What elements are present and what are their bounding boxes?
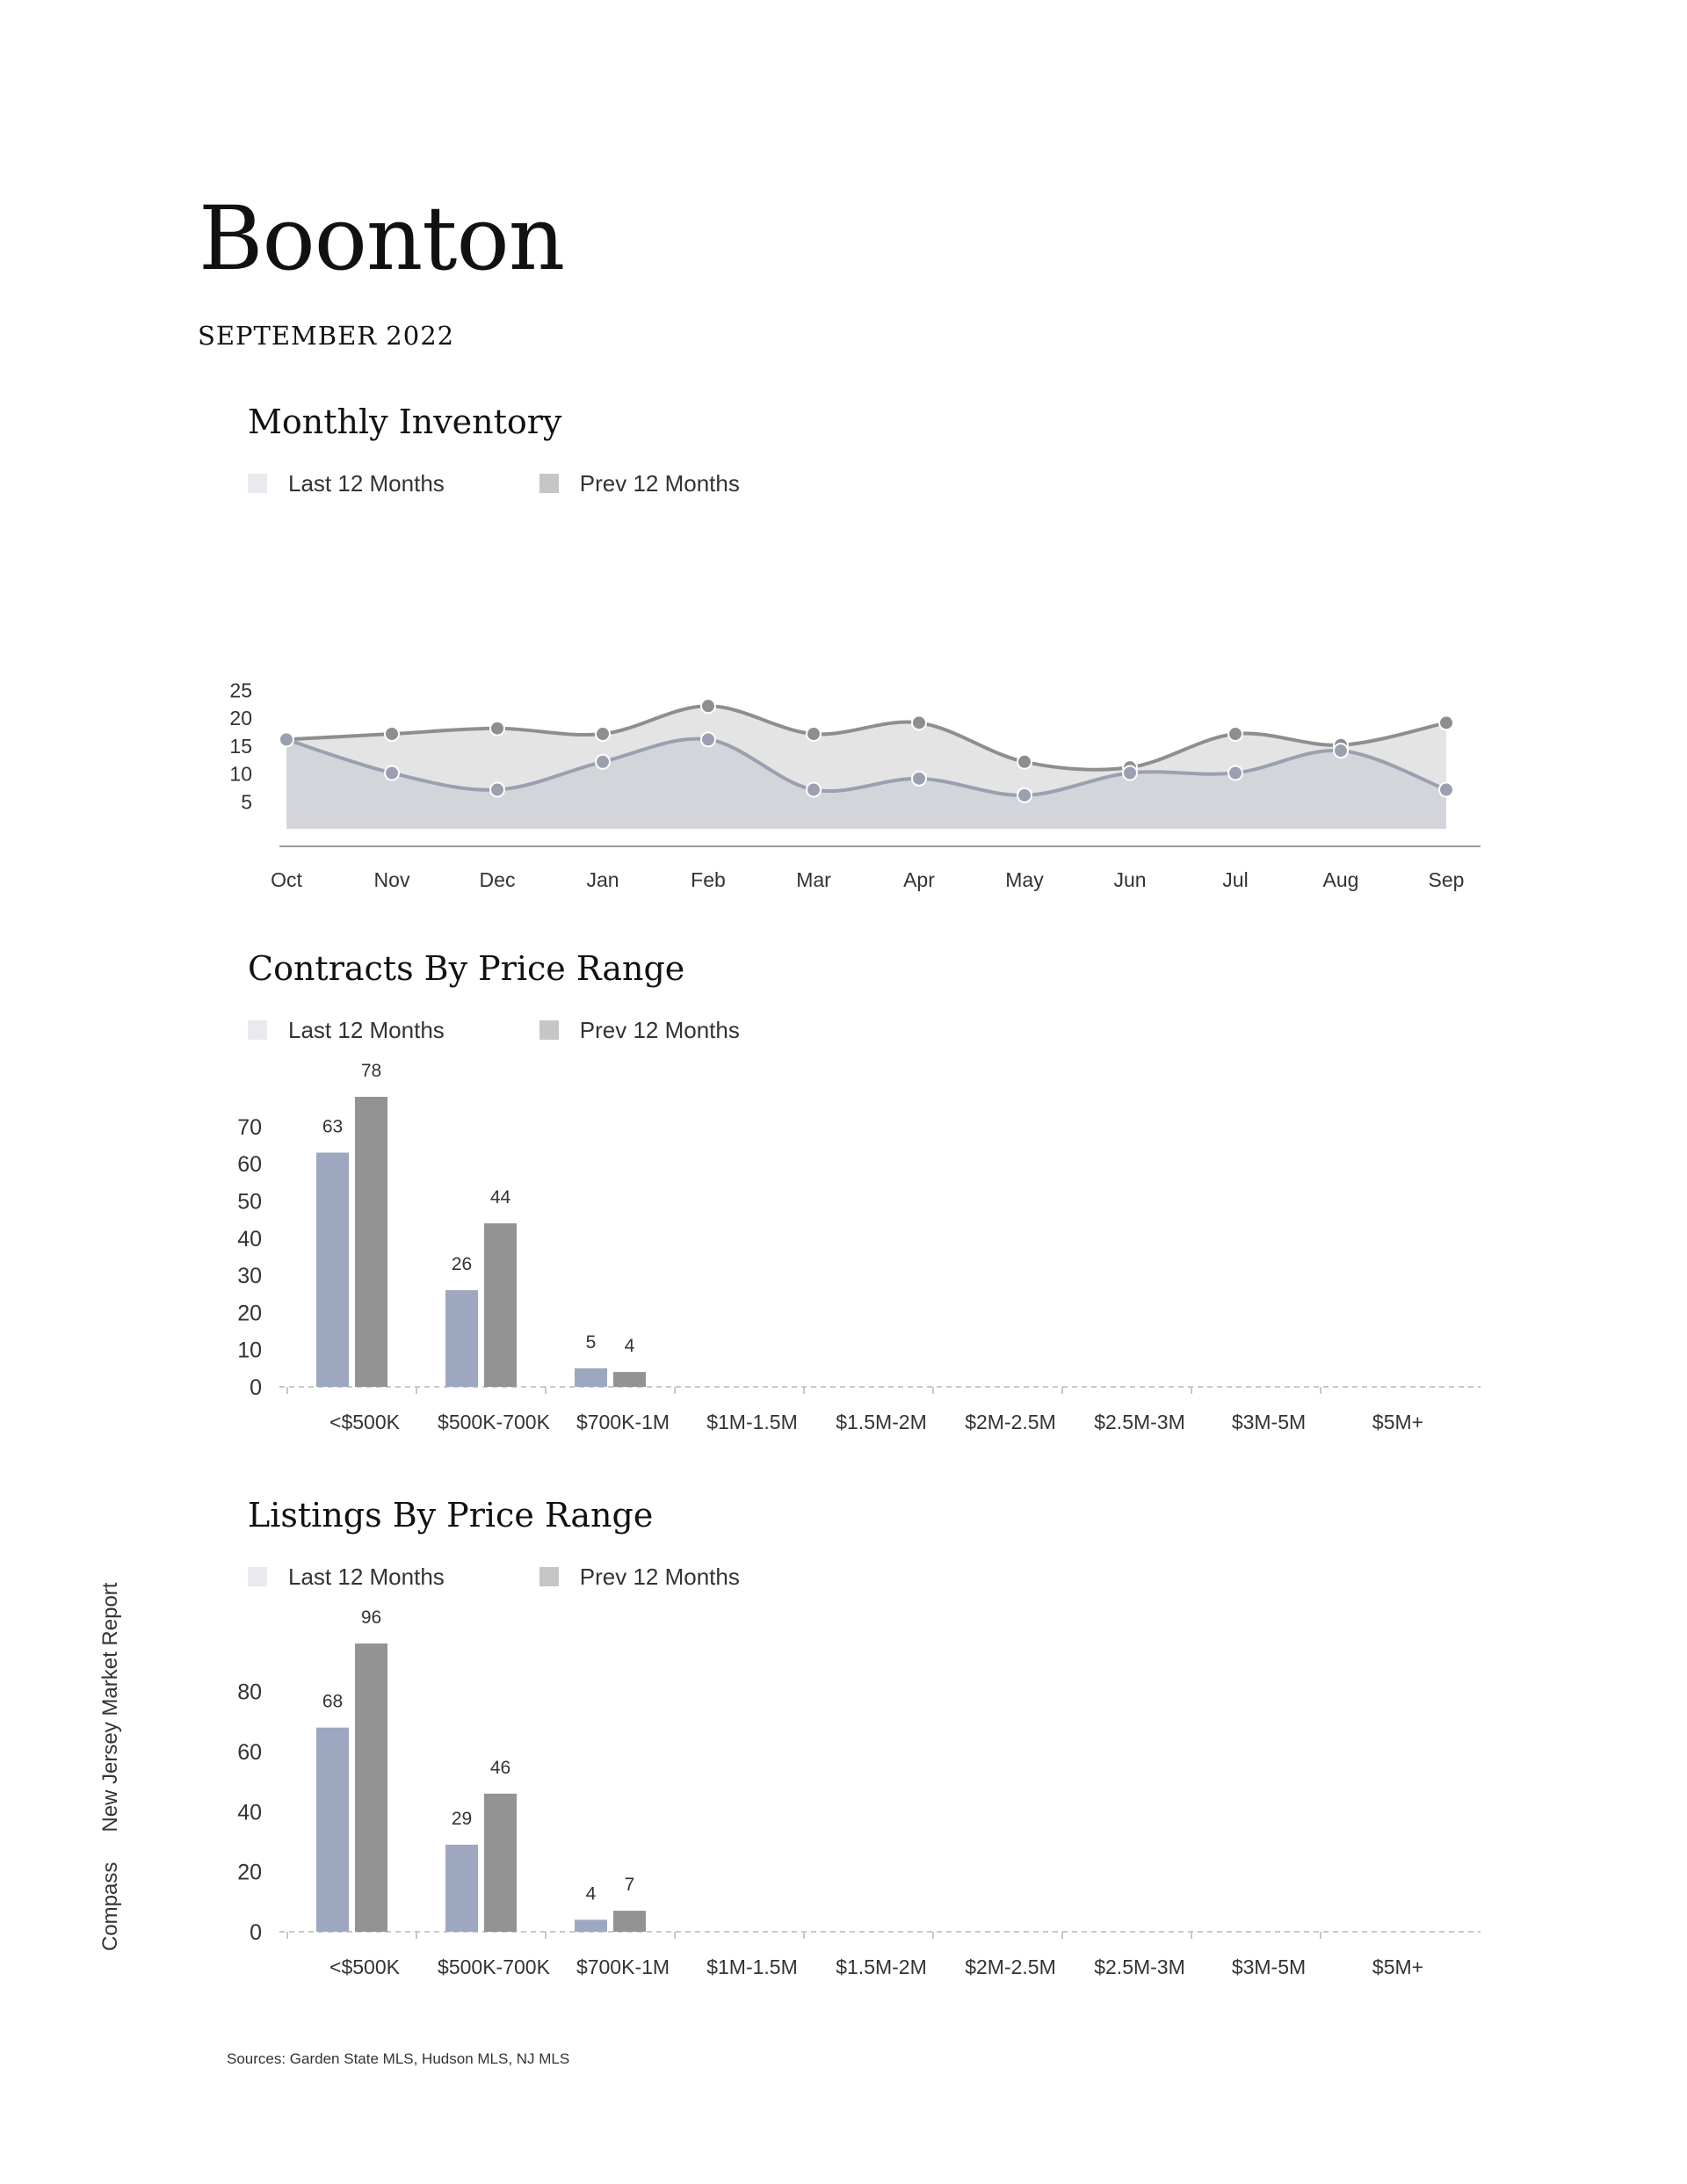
y-tick-label: 40 <box>237 1226 262 1252</box>
contracts-bar-chart <box>0 1055 1687 1450</box>
prev-12-months-point <box>1017 755 1032 769</box>
report-name: New Jersey Market Report <box>98 1582 122 1832</box>
x-tick-label: $3M-5M <box>1231 1955 1307 1978</box>
last-12-months-point <box>701 732 715 746</box>
bar-prev-12-months <box>355 1643 387 1932</box>
last-12-months-point <box>1017 788 1032 802</box>
contracts-legend <box>248 1016 740 1044</box>
legend-swatch-prev <box>539 1020 559 1040</box>
legend-prev-12-months <box>539 470 740 497</box>
x-tick-label: Apr <box>903 868 935 891</box>
bar-last-12-months <box>575 1919 607 1932</box>
bar-prev-12-months <box>613 1911 646 1932</box>
listings-chart-title: Listings By Price Range <box>248 1496 654 1535</box>
legend-label-last: Last 12 Months <box>288 1563 445 1590</box>
legend-last-12-months <box>248 1564 445 1591</box>
x-tick-label: Jun <box>1113 868 1147 891</box>
bar-value-label-last: 26 <box>451 1254 473 1274</box>
x-tick-label: <$500K <box>329 1411 400 1433</box>
legend-last-12-months <box>248 470 445 497</box>
y-tick-label: 40 <box>237 1800 262 1825</box>
y-tick-label: 20 <box>229 707 252 729</box>
legend-swatch-prev <box>539 1567 559 1586</box>
bar-last-12-months <box>445 1290 478 1387</box>
x-tick-label: Nov <box>373 868 410 891</box>
x-tick-label: $2M-2.5M <box>965 1411 1056 1433</box>
legend-label-prev: Prev 12 Months <box>579 1563 740 1590</box>
y-tick-label: 80 <box>237 1680 262 1705</box>
bar-value-label-prev: 4 <box>624 1336 635 1357</box>
prev-12-months-point <box>912 715 926 729</box>
x-tick-label: $500K-700K <box>438 1411 550 1433</box>
y-tick-label: 70 <box>237 1114 262 1140</box>
x-tick-label: May <box>1005 868 1044 891</box>
report-date: SEPTEMBER 2022 <box>198 321 455 351</box>
x-tick-label: <$500K <box>329 1955 400 1978</box>
y-tick-label: 20 <box>237 1860 262 1885</box>
y-tick-label: 60 <box>237 1740 262 1765</box>
bar-value-label-last: 4 <box>585 1883 597 1905</box>
legend-swatch-last <box>248 1020 267 1040</box>
prev-12-months-point <box>385 727 399 741</box>
x-tick-label: $5M+ <box>1372 1955 1424 1978</box>
inventory-legend <box>248 469 740 497</box>
x-tick-label: $3M-5M <box>1231 1411 1307 1433</box>
x-tick-label: Oct <box>271 868 302 891</box>
listings-bar-chart <box>0 1600 1687 1995</box>
bar-prev-12-months <box>484 1794 517 1932</box>
bar-prev-12-months <box>613 1372 646 1387</box>
y-tick-label: 50 <box>237 1189 262 1215</box>
page-title: Boonton <box>199 187 565 290</box>
x-tick-label: $1M-1.5M <box>706 1955 798 1978</box>
prev-12-months-point <box>490 722 504 736</box>
bar-value-label-last: 63 <box>322 1116 344 1137</box>
side-label-text <box>98 1583 123 1951</box>
y-tick-label: 5 <box>241 790 252 814</box>
legend-label-last: Last 12 Months <box>288 1016 445 1043</box>
y-tick-label: 30 <box>237 1264 262 1289</box>
y-tick-label: 20 <box>237 1301 262 1326</box>
x-tick-label: $2M-2.5M <box>965 1955 1056 1978</box>
last-12-months-point <box>596 755 610 769</box>
legend-swatch-prev <box>539 474 559 493</box>
bar-last-12-months <box>575 1368 607 1387</box>
y-tick-label: 60 <box>237 1152 262 1178</box>
legend-label-last: Last 12 Months <box>288 469 445 497</box>
y-tick-label: 10 <box>229 762 252 786</box>
x-tick-label: $1M-1.5M <box>706 1411 798 1433</box>
bar-value-label-last: 29 <box>451 1808 473 1829</box>
prev-12-months-point <box>596 727 610 741</box>
y-tick-label: 10 <box>237 1338 262 1363</box>
x-tick-label: $1.5M-2M <box>836 1411 927 1433</box>
bar-last-12-months <box>316 1728 349 1932</box>
last-12-months-point <box>1228 766 1242 780</box>
prev-12-months-point <box>1228 727 1242 741</box>
contracts-chart-title: Contracts By Price Range <box>248 949 685 988</box>
x-tick-label: Jul <box>1222 868 1249 891</box>
legend-prev-12-months <box>539 1017 740 1044</box>
last-12-months-point <box>1439 783 1453 797</box>
prev-12-months-point <box>701 699 715 713</box>
listings-legend <box>248 1563 740 1591</box>
legend-prev-12-months <box>539 1564 740 1591</box>
y-tick-label: 0 <box>250 1920 262 1945</box>
bar-value-label-prev: 78 <box>360 1061 382 1081</box>
last-12-months-point <box>807 783 821 797</box>
bar-last-12-months <box>316 1152 349 1387</box>
last-12-months-point <box>385 766 399 780</box>
bar-value-label-prev: 96 <box>360 1607 382 1628</box>
legend-swatch-last <box>248 1567 267 1586</box>
legend-last-12-months <box>248 1017 445 1044</box>
x-tick-label: $700K-1M <box>576 1411 670 1433</box>
legend-swatch-last <box>248 474 267 493</box>
brand-name: Compass <box>98 1861 122 1951</box>
x-tick-label: Aug <box>1322 868 1359 891</box>
inventory-area-chart <box>0 545 1687 896</box>
bar-value-label-prev: 7 <box>624 1875 635 1896</box>
last-12-months-point <box>490 783 504 797</box>
y-tick-label: 15 <box>229 734 252 758</box>
last-12-months-point <box>1334 744 1348 758</box>
x-tick-label: $2.5M-3M <box>1094 1955 1185 1978</box>
legend-label-prev: Prev 12 Months <box>579 469 740 497</box>
x-tick-label: $500K-700K <box>438 1955 550 1978</box>
y-tick-label: 0 <box>250 1375 262 1400</box>
bar-prev-12-months <box>484 1223 517 1387</box>
x-tick-label: Feb <box>691 868 726 891</box>
x-tick-label: $2.5M-3M <box>1094 1411 1185 1433</box>
x-tick-label: Dec <box>479 868 516 891</box>
bar-last-12-months <box>445 1845 478 1932</box>
last-12-months-point <box>1123 766 1137 780</box>
x-tick-label: Sep <box>1428 868 1465 891</box>
sources-note: Sources: Garden State MLS, Hudson MLS, NJ MLS <box>227 2050 570 2067</box>
y-tick-label: 25 <box>229 678 252 702</box>
bar-value-label-prev: 46 <box>489 1757 511 1778</box>
x-tick-label: $700K-1M <box>576 1955 670 1978</box>
x-tick-label: $1.5M-2M <box>836 1955 927 1978</box>
bar-value-label-last: 68 <box>322 1691 344 1712</box>
bar-value-label-last: 5 <box>585 1331 597 1353</box>
x-tick-label: Mar <box>796 868 831 891</box>
bar-prev-12-months <box>355 1097 387 1387</box>
x-tick-label: Jan <box>586 868 619 891</box>
prev-12-months-point <box>807 727 821 741</box>
last-12-months-point <box>279 732 293 746</box>
legend-label-prev: Prev 12 Months <box>579 1016 740 1043</box>
x-tick-label: $5M+ <box>1372 1411 1424 1433</box>
last-12-months-point <box>912 772 926 786</box>
inventory-chart-title: Monthly Inventory <box>248 403 562 441</box>
prev-12-months-point <box>1439 715 1453 729</box>
bar-value-label-prev: 44 <box>489 1186 511 1208</box>
